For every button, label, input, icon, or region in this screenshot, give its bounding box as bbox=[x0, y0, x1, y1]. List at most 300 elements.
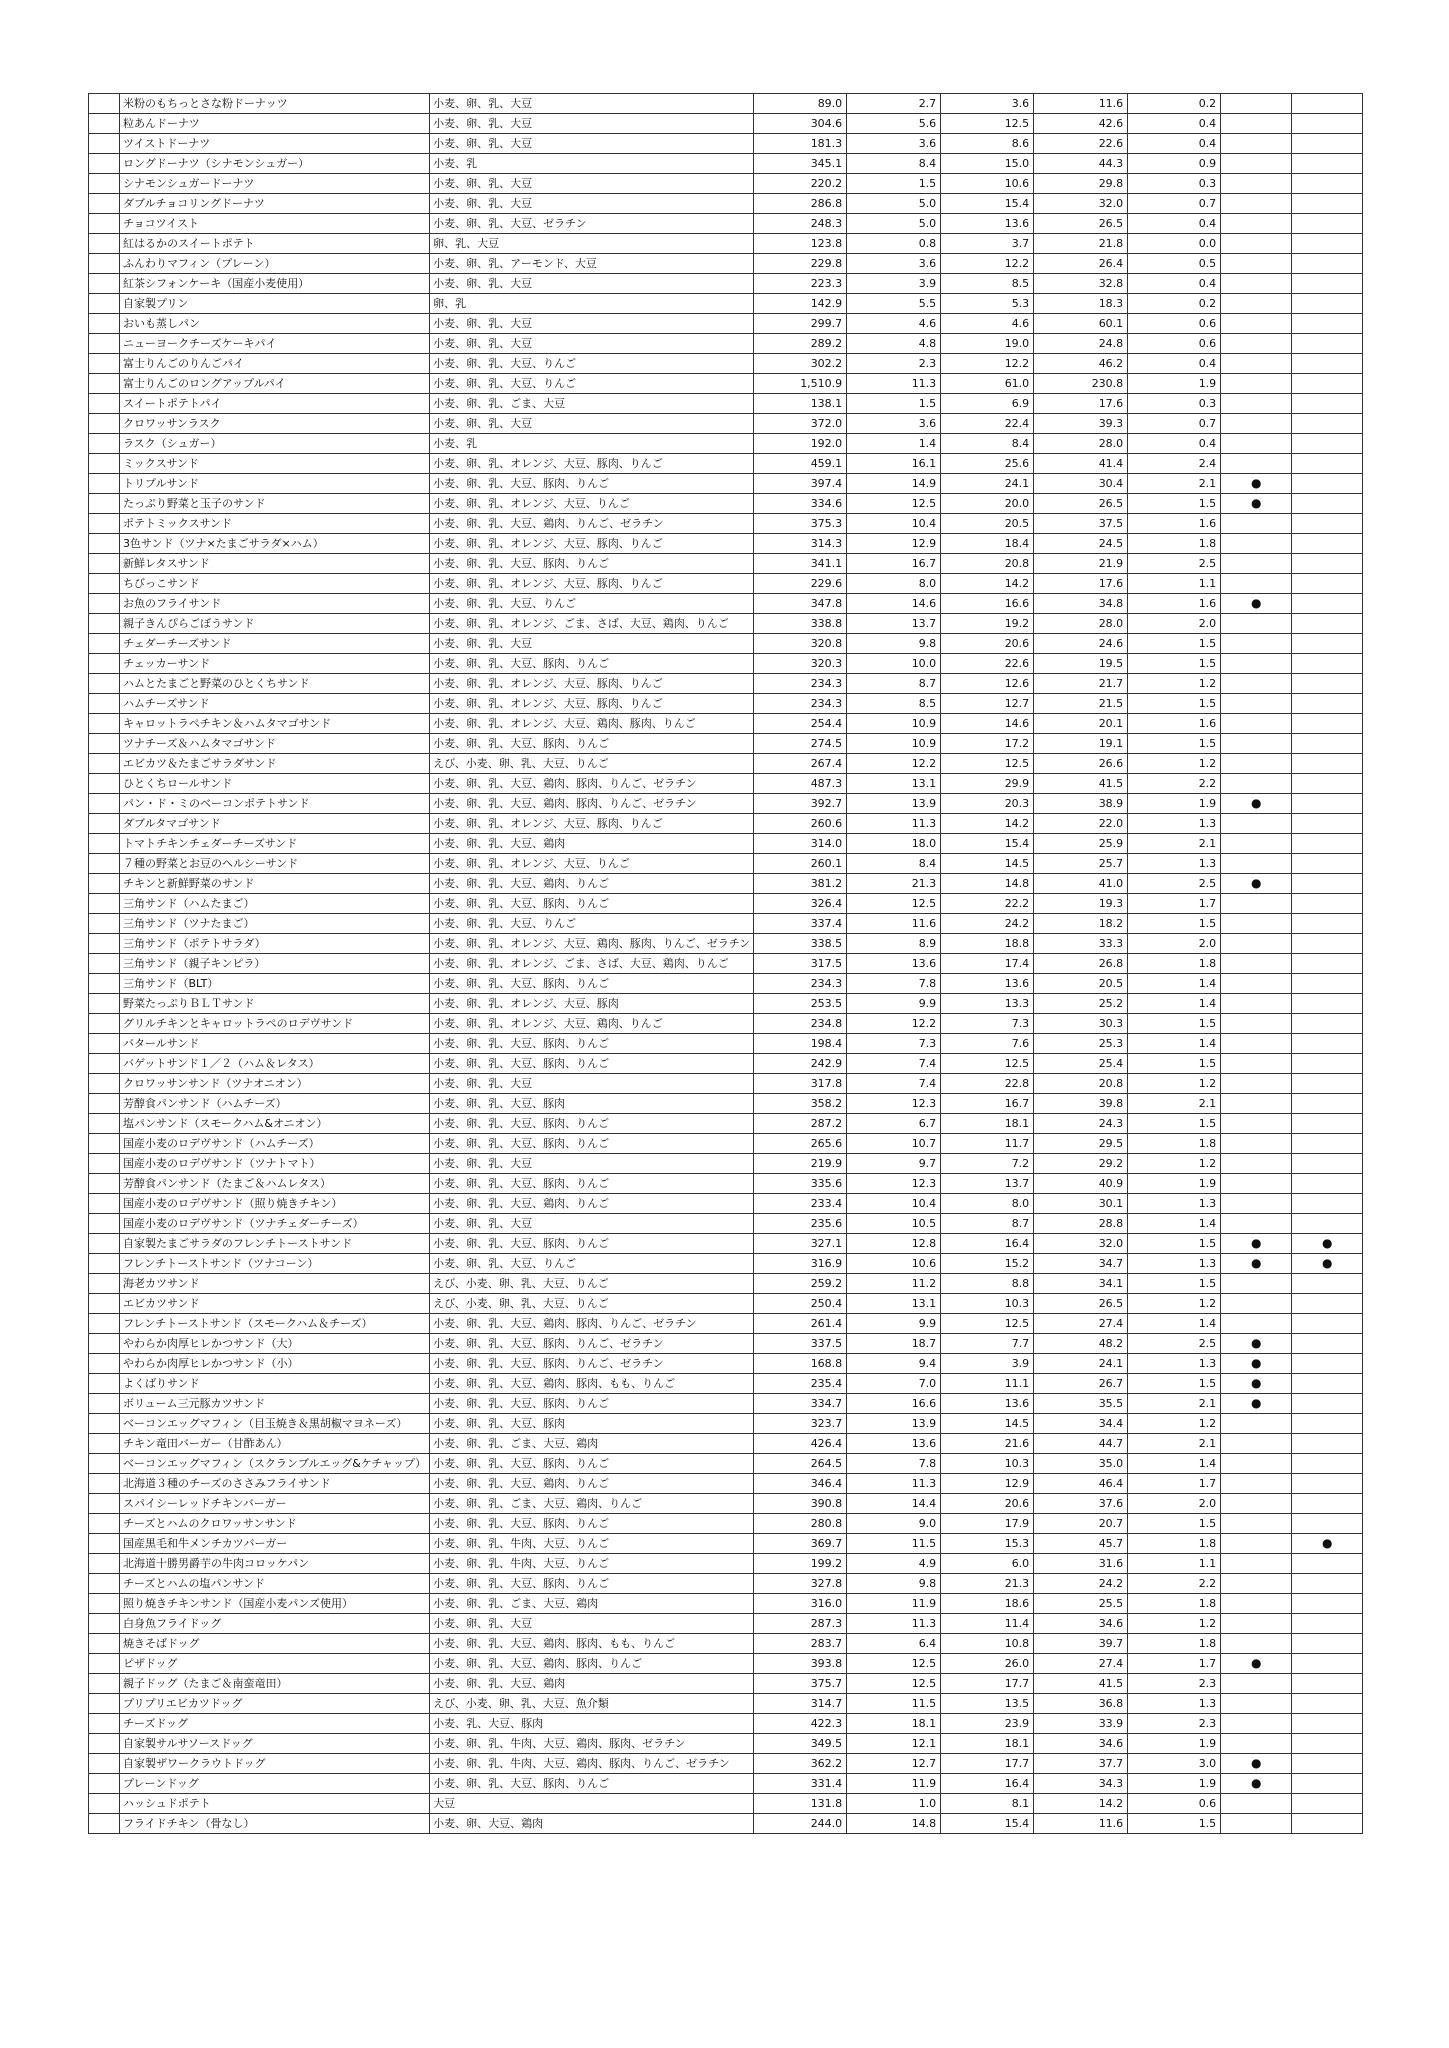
table-row bbox=[89, 94, 1363, 114]
allergens-cell: 小麦、卵、乳、大豆 bbox=[430, 134, 754, 154]
allergens-cell: えび、小麦、卵、乳、大豆、魚介類 bbox=[430, 1694, 754, 1714]
protein-cell: 6.4 bbox=[847, 1634, 941, 1654]
blank-cell bbox=[89, 1454, 120, 1474]
mark-a-cell bbox=[1221, 154, 1292, 174]
protein-cell: 10.7 bbox=[847, 1134, 941, 1154]
salt-cell: 0.3 bbox=[1128, 174, 1221, 194]
table-row bbox=[89, 254, 1363, 274]
carbohydrate-cell: 29.2 bbox=[1034, 1154, 1128, 1174]
carbohydrate-cell: 29.5 bbox=[1034, 1134, 1128, 1154]
product-name-cell: ピザドッグ bbox=[120, 1654, 430, 1674]
blank-cell bbox=[89, 1094, 120, 1114]
energy-cell: 338.8 bbox=[754, 614, 847, 634]
product-name-cell: バゲットサンド１／２（ハム＆レタス） bbox=[120, 1054, 430, 1074]
table-row bbox=[89, 1194, 1363, 1214]
product-name-cell: フライドチキン（骨なし） bbox=[120, 1814, 430, 1834]
blank-cell bbox=[89, 514, 120, 534]
fat-cell: 22.2 bbox=[941, 894, 1034, 914]
product-name-cell: 塩パンサンド（スモークハム&オニオン） bbox=[120, 1114, 430, 1134]
protein-cell: 14.4 bbox=[847, 1494, 941, 1514]
blank-cell bbox=[89, 1374, 120, 1394]
protein-cell: 12.3 bbox=[847, 1094, 941, 1114]
table-row bbox=[89, 674, 1363, 694]
table-row bbox=[89, 974, 1363, 994]
fat-cell: 7.7 bbox=[941, 1334, 1034, 1354]
salt-cell: 1.2 bbox=[1128, 1294, 1221, 1314]
energy-cell: 314.0 bbox=[754, 834, 847, 854]
table-row bbox=[89, 454, 1363, 474]
fat-cell: 12.7 bbox=[941, 694, 1034, 714]
carbohydrate-cell: 33.9 bbox=[1034, 1714, 1128, 1734]
protein-cell: 1.5 bbox=[847, 174, 941, 194]
mark-b-cell bbox=[1292, 1274, 1363, 1294]
protein-cell: 8.0 bbox=[847, 574, 941, 594]
allergens-cell: 小麦、卵、乳、大豆、豚肉、りんご、ゼラチン bbox=[430, 1334, 754, 1354]
table-row bbox=[89, 914, 1363, 934]
blank-cell bbox=[89, 154, 120, 174]
mark-b-cell bbox=[1292, 1594, 1363, 1614]
mark-b-cell bbox=[1292, 1814, 1363, 1834]
mark-b-cell bbox=[1292, 1134, 1363, 1154]
mark-a-cell bbox=[1221, 954, 1292, 974]
product-name-cell: 国産小麦のロデヴサンド（ハムチーズ） bbox=[120, 1134, 430, 1154]
fat-cell: 10.8 bbox=[941, 1634, 1034, 1654]
salt-cell: 0.4 bbox=[1128, 354, 1221, 374]
mark-b-cell bbox=[1292, 1294, 1363, 1314]
mark-a-cell bbox=[1221, 834, 1292, 854]
salt-cell: 1.1 bbox=[1128, 574, 1221, 594]
table-row bbox=[89, 1434, 1363, 1454]
mark-b-cell bbox=[1292, 334, 1363, 354]
mark-a-cell bbox=[1221, 674, 1292, 694]
table-row bbox=[89, 194, 1363, 214]
table-row bbox=[89, 154, 1363, 174]
allergens-cell: 小麦、卵、乳、オレンジ、大豆、豚肉 bbox=[430, 994, 754, 1014]
mark-a-cell bbox=[1221, 254, 1292, 274]
salt-cell: 1.8 bbox=[1128, 1594, 1221, 1614]
product-name-cell: バタールサンド bbox=[120, 1034, 430, 1054]
allergens-cell: 小麦、卵、乳、牛肉、大豆、鶏肉、豚肉、りんご、ゼラチン bbox=[430, 1754, 754, 1774]
table-row bbox=[89, 1554, 1363, 1574]
table-row bbox=[89, 1614, 1363, 1634]
blank-cell bbox=[89, 554, 120, 574]
salt-cell: 1.5 bbox=[1128, 734, 1221, 754]
blank-cell bbox=[89, 734, 120, 754]
allergens-cell: 小麦、卵、乳、大豆 bbox=[430, 1214, 754, 1234]
blank-cell bbox=[89, 594, 120, 614]
mark-a-cell bbox=[1221, 234, 1292, 254]
carbohydrate-cell: 32.0 bbox=[1034, 194, 1128, 214]
fat-cell: 14.2 bbox=[941, 814, 1034, 834]
carbohydrate-cell: 21.7 bbox=[1034, 674, 1128, 694]
mark-a-cell bbox=[1221, 534, 1292, 554]
mark-b-cell bbox=[1292, 474, 1363, 494]
product-name-cell: 新鮮レタスサンド bbox=[120, 554, 430, 574]
product-name-cell: 野菜たっぷりＢＬＴサンド bbox=[120, 994, 430, 1014]
salt-cell: 2.1 bbox=[1128, 1394, 1221, 1414]
product-name-cell: シナモンシュガードーナツ bbox=[120, 174, 430, 194]
blank-cell bbox=[89, 194, 120, 214]
protein-cell: 10.5 bbox=[847, 1214, 941, 1234]
allergens-cell: 大豆 bbox=[430, 1794, 754, 1814]
carbohydrate-cell: 26.8 bbox=[1034, 954, 1128, 974]
allergens-cell: 小麦、卵、乳、大豆、豚肉、りんご bbox=[430, 1174, 754, 1194]
energy-cell: 234.8 bbox=[754, 1014, 847, 1034]
blank-cell bbox=[89, 1494, 120, 1514]
blank-cell bbox=[89, 134, 120, 154]
protein-cell: 7.8 bbox=[847, 974, 941, 994]
mark-b-cell bbox=[1292, 1714, 1363, 1734]
mark-a-cell bbox=[1221, 314, 1292, 334]
energy-cell: 487.3 bbox=[754, 774, 847, 794]
mark-b-cell bbox=[1292, 1214, 1363, 1234]
fat-cell: 24.2 bbox=[941, 914, 1034, 934]
carbohydrate-cell: 24.1 bbox=[1034, 1354, 1128, 1374]
table-row bbox=[89, 1634, 1363, 1654]
blank-cell bbox=[89, 1774, 120, 1794]
blank-cell bbox=[89, 1134, 120, 1154]
fat-cell: 7.6 bbox=[941, 1034, 1034, 1054]
fat-cell: 21.3 bbox=[941, 1574, 1034, 1594]
table-row bbox=[89, 214, 1363, 234]
protein-cell: 3.6 bbox=[847, 134, 941, 154]
product-name-cell: 親子ドッグ（たまご＆南蛮竜田） bbox=[120, 1674, 430, 1694]
table-row bbox=[89, 1354, 1363, 1374]
fat-cell: 12.2 bbox=[941, 254, 1034, 274]
mark-b-cell bbox=[1292, 1794, 1363, 1814]
mark-b-cell bbox=[1292, 394, 1363, 414]
product-name-cell: ツナチーズ＆ハムタマゴサンド bbox=[120, 734, 430, 754]
energy-cell: 316.0 bbox=[754, 1594, 847, 1614]
protein-cell: 11.3 bbox=[847, 814, 941, 834]
table-row bbox=[89, 114, 1363, 134]
product-name-cell: 自家製たまごサラダのフレンチトーストサンド bbox=[120, 1234, 430, 1254]
fat-cell: 17.7 bbox=[941, 1674, 1034, 1694]
mark-b-cell bbox=[1292, 1394, 1363, 1414]
mark-a-cell bbox=[1221, 1014, 1292, 1034]
product-name-cell: フレンチトーストサンド（ツナコーン） bbox=[120, 1254, 430, 1274]
energy-cell: 347.8 bbox=[754, 594, 847, 614]
allergens-cell: 小麦、卵、乳、オレンジ、ごま、さば、大豆、鶏肉、りんご bbox=[430, 614, 754, 634]
carbohydrate-cell: 39.8 bbox=[1034, 1094, 1128, 1114]
mark-a-cell bbox=[1221, 274, 1292, 294]
table-row bbox=[89, 1394, 1363, 1414]
carbohydrate-cell: 34.8 bbox=[1034, 594, 1128, 614]
allergens-cell: 小麦、卵、乳、オレンジ、大豆、豚肉、りんご bbox=[430, 454, 754, 474]
mark-b-cell bbox=[1292, 1654, 1363, 1674]
energy-cell: 392.7 bbox=[754, 794, 847, 814]
mark-b-cell bbox=[1292, 954, 1363, 974]
mark-a-cell bbox=[1221, 814, 1292, 834]
product-name-cell: チキンと新鮮野菜のサンド bbox=[120, 874, 430, 894]
table-row bbox=[89, 394, 1363, 414]
protein-cell: 0.8 bbox=[847, 234, 941, 254]
table-row bbox=[89, 1074, 1363, 1094]
protein-cell: 11.3 bbox=[847, 374, 941, 394]
energy-cell: 259.2 bbox=[754, 1274, 847, 1294]
energy-cell: 223.3 bbox=[754, 274, 847, 294]
table-row bbox=[89, 934, 1363, 954]
protein-cell: 16.6 bbox=[847, 1394, 941, 1414]
carbohydrate-cell: 41.0 bbox=[1034, 874, 1128, 894]
allergens-cell: 小麦、卵、乳、大豆、りんご bbox=[430, 594, 754, 614]
energy-cell: 131.8 bbox=[754, 1794, 847, 1814]
allergens-cell: えび、小麦、卵、乳、大豆、りんご bbox=[430, 754, 754, 774]
allergens-cell: 小麦、卵、乳、大豆、豚肉、りんご bbox=[430, 1514, 754, 1534]
carbohydrate-cell: 40.9 bbox=[1034, 1174, 1128, 1194]
carbohydrate-cell: 46.4 bbox=[1034, 1474, 1128, 1494]
product-name-cell: 自家製ザワークラウトドッグ bbox=[120, 1754, 430, 1774]
carbohydrate-cell: 21.8 bbox=[1034, 234, 1128, 254]
mark-a-cell bbox=[1221, 1554, 1292, 1574]
mark-a-cell bbox=[1221, 1134, 1292, 1154]
blank-cell bbox=[89, 94, 120, 114]
table-row bbox=[89, 854, 1363, 874]
table-row bbox=[89, 1754, 1363, 1774]
protein-cell: 8.9 bbox=[847, 934, 941, 954]
mark-a-cell: ● bbox=[1221, 1754, 1292, 1774]
carbohydrate-cell: 32.8 bbox=[1034, 274, 1128, 294]
protein-cell: 1.4 bbox=[847, 434, 941, 454]
protein-cell: 7.8 bbox=[847, 1454, 941, 1474]
allergens-cell: 小麦、卵、乳、オレンジ、大豆、鶏肉、豚肉、りんご、ゼラチン bbox=[430, 934, 754, 954]
energy-cell: 345.1 bbox=[754, 154, 847, 174]
mark-a-cell bbox=[1221, 1034, 1292, 1054]
energy-cell: 261.4 bbox=[754, 1314, 847, 1334]
allergens-cell: 小麦、卵、乳、大豆、豚肉 bbox=[430, 1414, 754, 1434]
energy-cell: 346.4 bbox=[754, 1474, 847, 1494]
mark-b-cell bbox=[1292, 354, 1363, 374]
blank-cell bbox=[89, 934, 120, 954]
salt-cell: 2.1 bbox=[1128, 834, 1221, 854]
table-row bbox=[89, 1454, 1363, 1474]
allergens-cell: 小麦、卵、乳、オレンジ、大豆、豚肉、りんご bbox=[430, 534, 754, 554]
fat-cell: 10.6 bbox=[941, 174, 1034, 194]
mark-b-cell bbox=[1292, 554, 1363, 574]
blank-cell bbox=[89, 1334, 120, 1354]
mark-a-cell bbox=[1221, 174, 1292, 194]
protein-cell: 9.8 bbox=[847, 634, 941, 654]
salt-cell: 1.6 bbox=[1128, 514, 1221, 534]
energy-cell: 337.4 bbox=[754, 914, 847, 934]
energy-cell: 233.4 bbox=[754, 1194, 847, 1214]
fat-cell: 14.5 bbox=[941, 1414, 1034, 1434]
carbohydrate-cell: 30.3 bbox=[1034, 1014, 1128, 1034]
blank-cell bbox=[89, 474, 120, 494]
table-row bbox=[89, 1674, 1363, 1694]
protein-cell: 4.9 bbox=[847, 1554, 941, 1574]
table-row bbox=[89, 274, 1363, 294]
protein-cell: 8.5 bbox=[847, 694, 941, 714]
mark-b-cell: ● bbox=[1292, 1534, 1363, 1554]
mark-a-cell bbox=[1221, 914, 1292, 934]
carbohydrate-cell: 39.3 bbox=[1034, 414, 1128, 434]
table-row bbox=[89, 754, 1363, 774]
blank-cell bbox=[89, 494, 120, 514]
mark-a-cell bbox=[1221, 754, 1292, 774]
table-row bbox=[89, 1774, 1363, 1794]
allergens-cell: 小麦、卵、乳、大豆、豚肉、りんご bbox=[430, 734, 754, 754]
mark-b-cell bbox=[1292, 194, 1363, 214]
salt-cell: 1.2 bbox=[1128, 674, 1221, 694]
mark-b-cell bbox=[1292, 1754, 1363, 1774]
product-name-cell: チェッカーサンド bbox=[120, 654, 430, 674]
blank-cell bbox=[89, 574, 120, 594]
blank-cell bbox=[89, 214, 120, 234]
allergens-cell: 小麦、卵、乳、大豆、りんご bbox=[430, 1254, 754, 1274]
fat-cell: 19.2 bbox=[941, 614, 1034, 634]
protein-cell: 9.7 bbox=[847, 1154, 941, 1174]
fat-cell: 3.7 bbox=[941, 234, 1034, 254]
mark-b-cell bbox=[1292, 594, 1363, 614]
table-row bbox=[89, 1154, 1363, 1174]
allergens-cell: 小麦、卵、乳、オレンジ、ごま、さば、大豆、鶏肉、りんご bbox=[430, 954, 754, 974]
energy-cell: 280.8 bbox=[754, 1514, 847, 1534]
product-name-cell: プリプリエビカツドッグ bbox=[120, 1694, 430, 1714]
energy-cell: 138.1 bbox=[754, 394, 847, 414]
fat-cell: 11.4 bbox=[941, 1614, 1034, 1634]
allergens-cell: 小麦、卵、乳、大豆、鶏肉、豚肉、もも、りんご bbox=[430, 1374, 754, 1394]
carbohydrate-cell: 34.6 bbox=[1034, 1614, 1128, 1634]
table-row bbox=[89, 1214, 1363, 1234]
carbohydrate-cell: 25.4 bbox=[1034, 1054, 1128, 1074]
allergens-cell: 卵、乳、大豆 bbox=[430, 234, 754, 254]
mark-b-cell bbox=[1292, 734, 1363, 754]
product-name-cell: ミックスサンド bbox=[120, 454, 430, 474]
mark-a-cell bbox=[1221, 1154, 1292, 1174]
protein-cell: 3.6 bbox=[847, 414, 941, 434]
protein-cell: 12.2 bbox=[847, 1014, 941, 1034]
table-row bbox=[89, 1494, 1363, 1514]
allergens-cell: 小麦、卵、乳、オレンジ、大豆、豚肉、りんご bbox=[430, 574, 754, 594]
fat-cell: 10.3 bbox=[941, 1294, 1034, 1314]
fat-cell: 14.6 bbox=[941, 714, 1034, 734]
salt-cell: 1.7 bbox=[1128, 1474, 1221, 1494]
salt-cell: 1.9 bbox=[1128, 374, 1221, 394]
blank-cell bbox=[89, 834, 120, 854]
blank-cell bbox=[89, 1634, 120, 1654]
blank-cell bbox=[89, 1654, 120, 1674]
protein-cell: 12.5 bbox=[847, 494, 941, 514]
carbohydrate-cell: 27.4 bbox=[1034, 1314, 1128, 1334]
protein-cell: 11.3 bbox=[847, 1474, 941, 1494]
product-name-cell: ベーコンエッグマフィン（スクランブルエッグ&ケチャップ） bbox=[120, 1454, 430, 1474]
blank-cell bbox=[89, 454, 120, 474]
table-row bbox=[89, 174, 1363, 194]
mark-b-cell bbox=[1292, 854, 1363, 874]
blank-cell bbox=[89, 1394, 120, 1414]
carbohydrate-cell: 26.4 bbox=[1034, 254, 1128, 274]
protein-cell: 9.9 bbox=[847, 1314, 941, 1334]
protein-cell: 14.8 bbox=[847, 1814, 941, 1834]
protein-cell: 7.4 bbox=[847, 1074, 941, 1094]
table-row bbox=[89, 534, 1363, 554]
protein-cell: 12.3 bbox=[847, 1174, 941, 1194]
energy-cell: 362.2 bbox=[754, 1754, 847, 1774]
mark-b-cell bbox=[1292, 174, 1363, 194]
allergens-cell: 卵、乳 bbox=[430, 294, 754, 314]
mark-b-cell bbox=[1292, 1054, 1363, 1074]
protein-cell: 10.4 bbox=[847, 514, 941, 534]
carbohydrate-cell: 20.5 bbox=[1034, 974, 1128, 994]
table-row bbox=[89, 1694, 1363, 1714]
energy-cell: 254.4 bbox=[754, 714, 847, 734]
allergens-cell: 小麦、卵、大豆、鶏肉 bbox=[430, 1814, 754, 1834]
fat-cell: 13.3 bbox=[941, 994, 1034, 1014]
blank-cell bbox=[89, 294, 120, 314]
product-name-cell: 国産小麦のロデヴサンド（照り焼きチキン） bbox=[120, 1194, 430, 1214]
salt-cell: 2.0 bbox=[1128, 1494, 1221, 1514]
mark-b-cell bbox=[1292, 1174, 1363, 1194]
mark-b-cell bbox=[1292, 294, 1363, 314]
carbohydrate-cell: 11.6 bbox=[1034, 94, 1128, 114]
carbohydrate-cell: 20.1 bbox=[1034, 714, 1128, 734]
energy-cell: 242.9 bbox=[754, 1054, 847, 1074]
mark-a-cell bbox=[1221, 1734, 1292, 1754]
salt-cell: 1.5 bbox=[1128, 1014, 1221, 1034]
salt-cell: 2.3 bbox=[1128, 1714, 1221, 1734]
allergens-cell: 小麦、卵、乳、大豆、豚肉、りんご bbox=[430, 474, 754, 494]
fat-cell: 20.6 bbox=[941, 634, 1034, 654]
blank-cell bbox=[89, 774, 120, 794]
fat-cell: 6.0 bbox=[941, 1554, 1034, 1574]
mark-b-cell bbox=[1292, 1154, 1363, 1174]
salt-cell: 0.4 bbox=[1128, 274, 1221, 294]
table-row bbox=[89, 1334, 1363, 1354]
mark-a-cell bbox=[1221, 214, 1292, 234]
product-name-cell: フレンチトーストサンド（スモークハム＆チーズ） bbox=[120, 1314, 430, 1334]
protein-cell: 12.5 bbox=[847, 1674, 941, 1694]
product-name-cell: ツイストドーナツ bbox=[120, 134, 430, 154]
table-row bbox=[89, 734, 1363, 754]
allergens-cell: 小麦、卵、乳、ごま、大豆 bbox=[430, 394, 754, 414]
mark-a-cell bbox=[1221, 854, 1292, 874]
product-name-cell: ボリューム三元豚カツサンド bbox=[120, 1394, 430, 1414]
mark-a-cell bbox=[1221, 1494, 1292, 1514]
protein-cell: 7.4 bbox=[847, 1054, 941, 1074]
allergens-cell: 小麦、卵、乳、大豆、豚肉、りんご bbox=[430, 1034, 754, 1054]
fat-cell: 8.5 bbox=[941, 274, 1034, 294]
mark-a-cell bbox=[1221, 1194, 1292, 1214]
protein-cell: 4.6 bbox=[847, 314, 941, 334]
protein-cell: 11.5 bbox=[847, 1694, 941, 1714]
mark-b-cell bbox=[1292, 654, 1363, 674]
allergens-cell: 小麦、卵、乳、ごま、大豆、鶏肉、りんご bbox=[430, 1494, 754, 1514]
protein-cell: 10.9 bbox=[847, 714, 941, 734]
product-name-cell: 自家製プリン bbox=[120, 294, 430, 314]
product-name-cell: パン・ド・ミのベーコンポテトサンド bbox=[120, 794, 430, 814]
blank-cell bbox=[89, 1034, 120, 1054]
table-row bbox=[89, 314, 1363, 334]
fat-cell: 12.2 bbox=[941, 354, 1034, 374]
mark-b-cell bbox=[1292, 374, 1363, 394]
mark-b-cell bbox=[1292, 794, 1363, 814]
mark-b-cell bbox=[1292, 574, 1363, 594]
blank-cell bbox=[89, 994, 120, 1014]
product-name-cell: たっぷり野菜と玉子のサンド bbox=[120, 494, 430, 514]
energy-cell: 287.2 bbox=[754, 1114, 847, 1134]
allergens-cell: 小麦、卵、乳、大豆 bbox=[430, 1614, 754, 1634]
table-row bbox=[89, 1514, 1363, 1534]
allergens-cell: 小麦、卵、乳、大豆、鶏肉、豚肉、りんご、ゼラチン bbox=[430, 774, 754, 794]
energy-cell: 283.7 bbox=[754, 1634, 847, 1654]
blank-cell bbox=[89, 674, 120, 694]
table-row bbox=[89, 1794, 1363, 1814]
fat-cell: 7.2 bbox=[941, 1154, 1034, 1174]
allergens-cell: 小麦、卵、乳、大豆、豚肉、りんご bbox=[430, 554, 754, 574]
blank-cell bbox=[89, 1714, 120, 1734]
fat-cell: 24.1 bbox=[941, 474, 1034, 494]
